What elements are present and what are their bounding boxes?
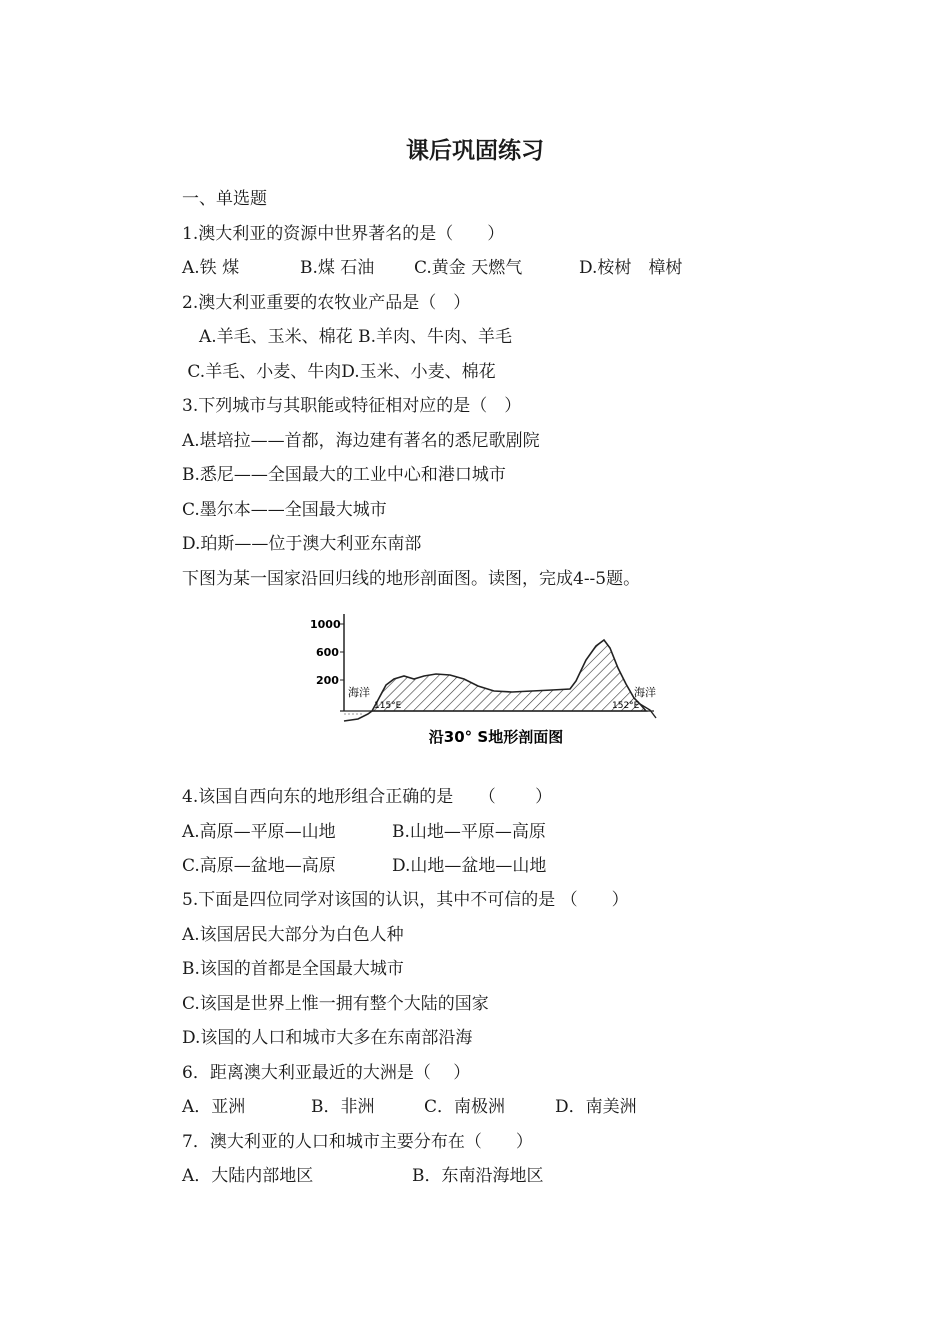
- question-5-option-d: D.该国的人口和城市大多在东南部沿海: [182, 1028, 473, 1048]
- y-tick-label: 600: [316, 646, 339, 659]
- question-4-stem: 4.该国自西向东的地形组合正确的是 （ ）: [182, 787, 553, 807]
- question-2-options-line-2: C.羊毛、小麦、牛肉D.玉米、小麦、棉花: [182, 362, 496, 382]
- question-6-option-c: C．南极洲: [424, 1097, 506, 1117]
- question-1-option-b: B.煤 石油: [300, 258, 375, 278]
- question-5-option-c: C.该国是世界上惟一拥有整个大陆的国家: [182, 994, 489, 1014]
- sea-label-east: 海洋: [634, 686, 656, 699]
- longitude-label-east: 152°E: [612, 701, 640, 711]
- question-3-stem: 3.下列城市与其职能或特征相对应的是（ ）: [182, 396, 522, 416]
- figure-caption: 沿30° S地形剖面图: [428, 728, 564, 746]
- terrain-profile-figure: [300, 606, 680, 756]
- figure-intro: 下图为某一国家沿回归线的地形剖面图。读图，完成4--5题。: [182, 569, 641, 589]
- question-5-option-a: A.该国居民大部分为白色人种: [182, 925, 404, 945]
- question-4-option-d: D.山地—盆地—山地: [392, 856, 547, 876]
- question-6-option-a: A．亚洲: [182, 1097, 246, 1117]
- page-title: 课后巩固练习: [406, 138, 544, 164]
- question-1-option-a: A.铁 煤: [182, 258, 240, 278]
- question-2-stem: 2.澳大利亚重要的农牧业产品是（ ）: [182, 293, 471, 313]
- question-2-options-line-1: A.羊毛、玉米、棉花 B.羊肉、牛肉、羊毛: [182, 327, 512, 347]
- question-4-option-b: B.山地—平原—高原: [392, 822, 546, 842]
- terrain-profile: [372, 640, 646, 711]
- question-4-option-c: C.高原—盆地—高原: [182, 856, 336, 876]
- question-3-option-a: A.堪培拉——首都，海边建有著名的悉尼歌剧院: [182, 431, 540, 451]
- question-1-option-d: D.桉树 樟树: [579, 258, 683, 278]
- y-tick-label: 1000: [310, 618, 341, 631]
- question-6-option-d: D．南美洲: [555, 1097, 637, 1117]
- question-7-option-a: A．大陆内部地区: [182, 1166, 314, 1186]
- question-1-option-c: C.黄金 天燃气: [414, 258, 523, 278]
- question-5-stem: 5.下面是四位同学对该国的认识，其中不可信的是 （ ）: [182, 890, 629, 910]
- question-7-stem: 7．澳大利亚的人口和城市主要分布在（ ）: [182, 1132, 533, 1152]
- question-3-option-d: D.珀斯——位于澳大利亚东南部: [182, 534, 422, 554]
- question-6-stem: 6．距离澳大利亚最近的大洲是（ ）: [182, 1063, 471, 1083]
- question-6-option-b: B．非洲: [311, 1097, 375, 1117]
- question-4-option-a: A.高原—平原—山地: [182, 822, 336, 842]
- question-3-option-b: B.悉尼——全国最大的工业中心和港口城市: [182, 465, 506, 485]
- y-tick-label: 200: [316, 674, 339, 687]
- question-5-option-b: B.该国的首都是全国最大城市: [182, 959, 404, 979]
- question-1-stem: 1.澳大利亚的资源中世界著名的是（ ）: [182, 224, 505, 244]
- sea-label-west: 海洋: [348, 686, 370, 699]
- longitude-label-west: 115°E: [374, 701, 402, 711]
- question-7-option-b: B．东南沿海地区: [412, 1166, 544, 1186]
- question-3-option-c: C.墨尔本——全国最大城市: [182, 500, 387, 520]
- section-heading: 一、单选题: [182, 189, 267, 209]
